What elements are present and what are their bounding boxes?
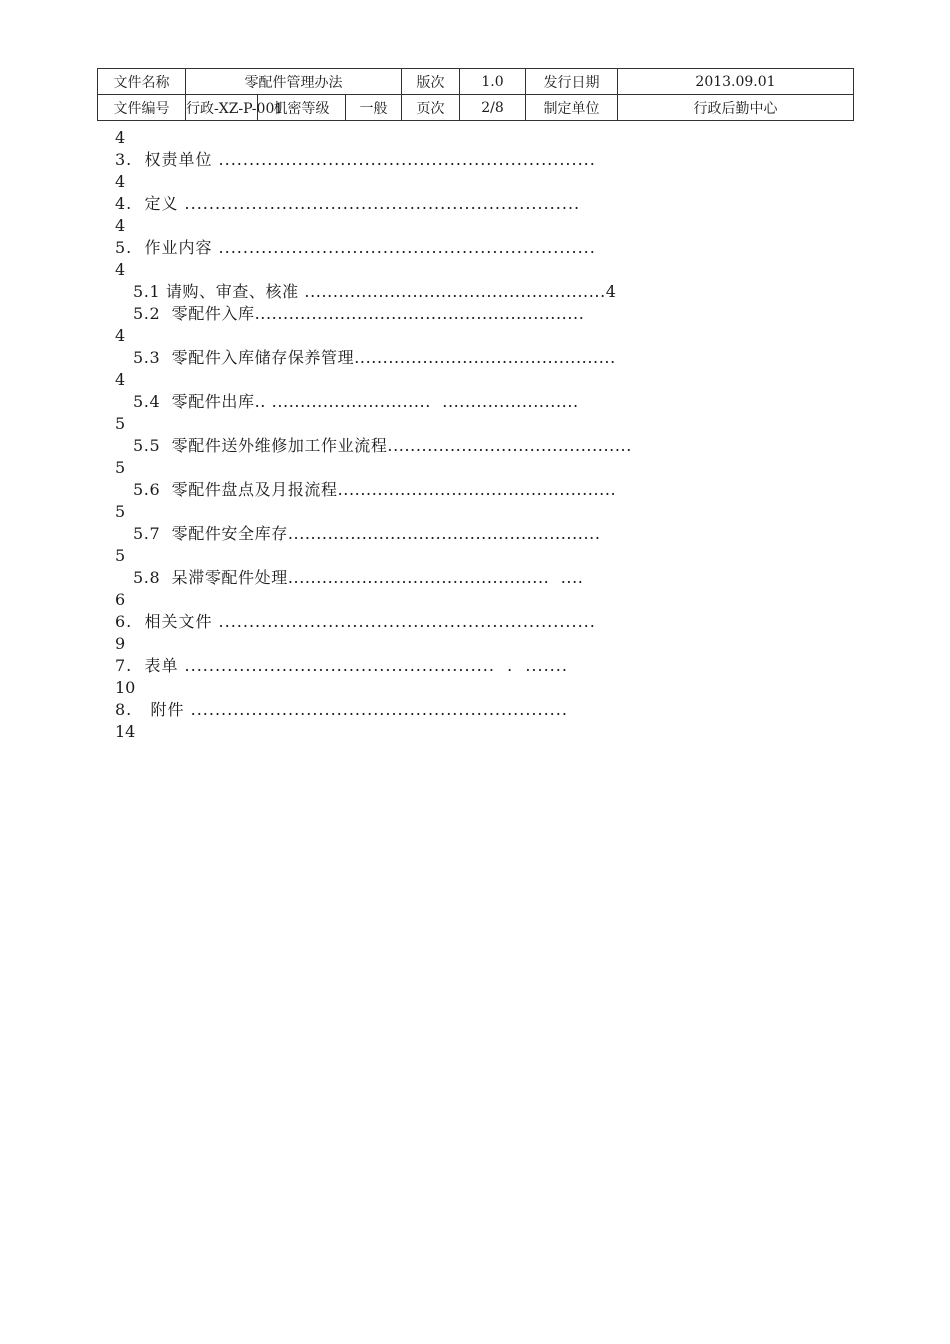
toc-page-number: 4 xyxy=(115,326,126,345)
toc-page-number: 9 xyxy=(115,634,126,653)
toc-entry[interactable]: 5.1 请购、审查、核准 .....................................................4 xyxy=(133,282,617,301)
doc-code-value: 行政-XZ-P-001 xyxy=(186,95,258,121)
toc-entry[interactable]: 5. 作业内容 .............................................................. xyxy=(115,238,596,257)
page-label: 页次 xyxy=(402,95,460,121)
version-value: 1.0 xyxy=(460,69,526,95)
toc-page-number: 4 xyxy=(115,370,126,389)
toc-page-number: 4 xyxy=(115,128,126,147)
unit-label: 制定单位 xyxy=(526,95,618,121)
doc-name-value: 零配件管理办法 xyxy=(186,69,402,95)
secret-level-label: 机密等级 xyxy=(258,95,346,121)
toc-entry[interactable]: 5.3 零配件入库储存保养管理.............................................. xyxy=(133,348,616,367)
doc-code-label: 文件编号 xyxy=(98,95,186,121)
toc-page-number: 5 xyxy=(115,458,126,477)
toc-page-number: 4 xyxy=(115,260,126,279)
toc-entry[interactable]: 8. 附件 .............................................................. xyxy=(115,700,568,719)
toc-page-number: 4 xyxy=(115,216,126,235)
toc-page-number: 10 xyxy=(115,678,136,697)
toc-page-number: 5 xyxy=(115,502,126,521)
doc-name-label: 文件名称 xyxy=(98,69,186,95)
toc-entry[interactable]: 4. 定义 ................................................................. xyxy=(115,194,581,213)
secret-level-value: 一般 xyxy=(346,95,402,121)
toc-entry[interactable]: 7. 表单 ................................................... . ....... xyxy=(115,656,568,675)
unit-value: 行政后勤中心 xyxy=(618,95,854,121)
issue-date-label: 发行日期 xyxy=(526,69,618,95)
toc-entry[interactable]: 5.2 零配件入库.......................................................... xyxy=(133,304,585,323)
issue-date-value: 2013.09.01 xyxy=(618,69,854,95)
toc-page-number: 6 xyxy=(115,590,126,609)
toc-entry[interactable]: 5.7 零配件安全库存....................................................... xyxy=(133,524,601,543)
toc-entry[interactable]: 3. 权责单位 .............................................................. xyxy=(115,150,596,169)
toc-entry[interactable]: 5.8 呆滞零配件处理.............................................. .... xyxy=(133,568,584,587)
toc-entry[interactable]: 5.4 零配件出库.. ............................ ........................ xyxy=(133,392,579,411)
version-label: 版次 xyxy=(402,69,460,95)
toc-entry[interactable]: 5.6 零配件盘点及月报流程................................................. xyxy=(133,480,617,499)
toc-page-number: 4 xyxy=(115,172,126,191)
toc-entry[interactable]: 5.5 零配件送外维修加工作业流程........................................... xyxy=(133,436,632,455)
toc-page-number: 14 xyxy=(115,722,136,741)
toc-page-number: 5 xyxy=(115,414,126,433)
page-value: 2/8 xyxy=(460,95,526,121)
toc-entry[interactable]: 6. 相关文件 .............................................................. xyxy=(115,612,596,631)
toc-page-number: 5 xyxy=(115,546,126,565)
